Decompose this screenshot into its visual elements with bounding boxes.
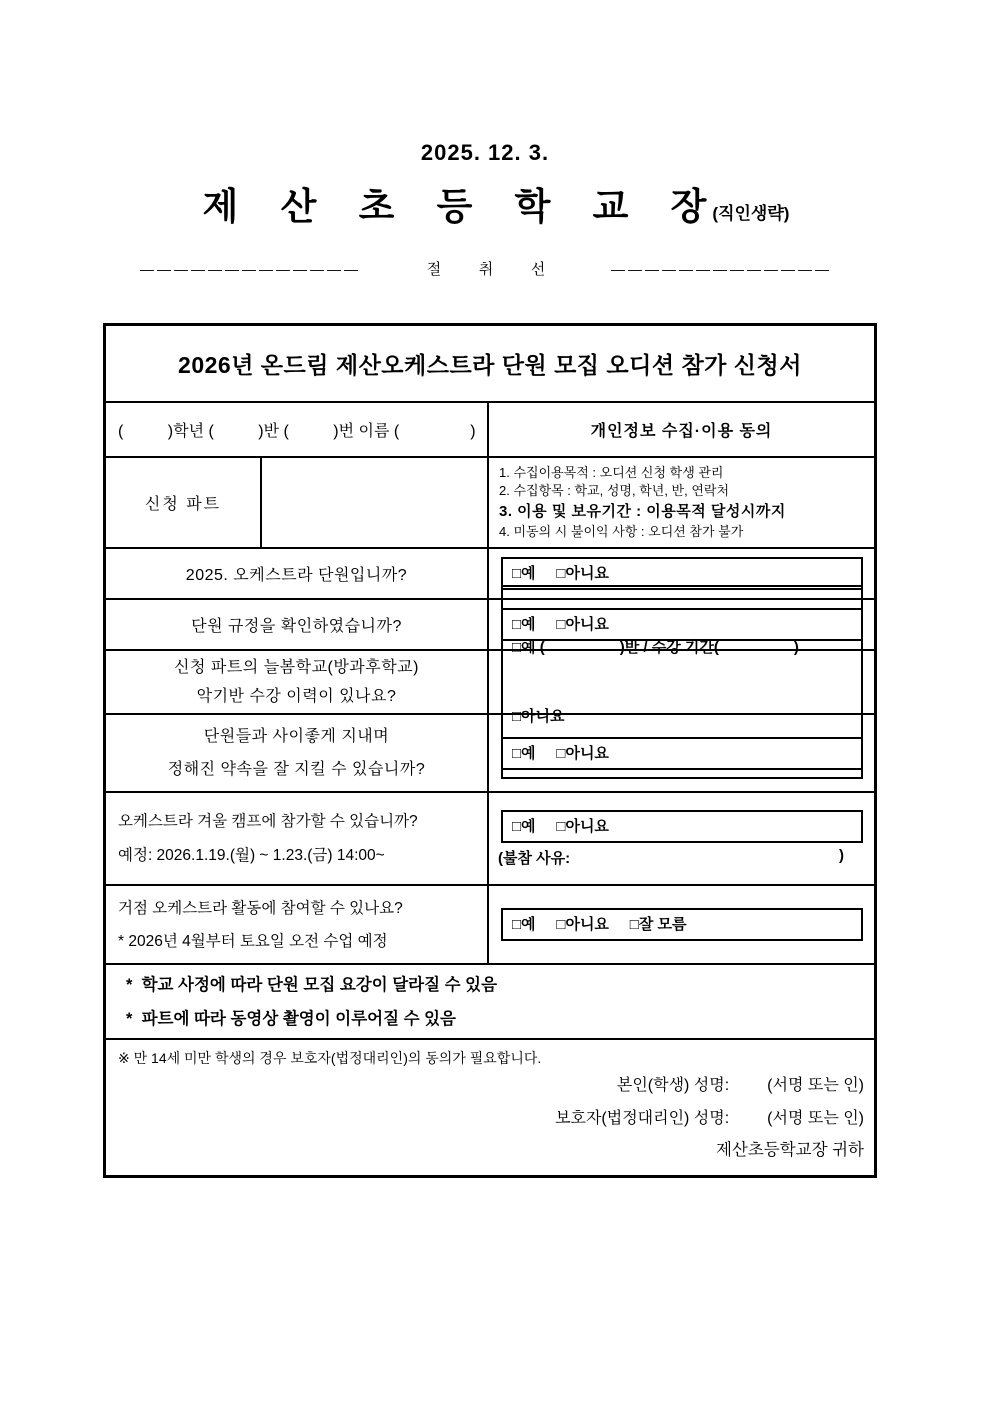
answer-behavior-cell (489, 715, 874, 791)
answer-camp-cell (489, 793, 874, 884)
privacy-item-purpose: 1. 수집이용목적 : 오디션 신청 학생 관리 (499, 465, 724, 480)
recipient-line: 제산초등학교장 귀하 (715, 1141, 864, 1159)
document-date: 2025. 12. 3. (420, 140, 550, 165)
form-title-row (106, 326, 874, 403)
note-video-recording: * 파트에 따라 동영상 촬영이 이루어질 수 있음 (126, 1009, 456, 1028)
answer-afterschool-cell (489, 639, 874, 725)
guardian-consent-note: ※ 만 14세 미만 학생의 경우 보호자(법정대리인)의 동의가 필요합니다. (118, 1050, 542, 1066)
question-afterschool-line1: 신청 파트의 늘봄학교(방과후학교) (174, 659, 419, 676)
student-info-blanks[interactable]: ( )학년 ( )반 ( )번 이름 ( ) (106, 403, 489, 456)
answer-afterschool-yes-line[interactable]: □예 ( )반 / 수강 기간( ) (512, 639, 799, 656)
privacy-item-retention: 3. 이용 및 보유기간 : 이용목적 달성시까지 (499, 503, 786, 520)
answer-hub-checkbox-group[interactable]: □예 □아니요 □잘 모름 (501, 908, 863, 941)
question-row-camp (106, 793, 874, 886)
privacy-item-disadvantage: 4. 미동의 시 불이익 사항 : 오디션 참가 불가 (499, 524, 744, 539)
question-behavior-line1: 단원들과 사이좋게 지내며 (203, 728, 390, 745)
question-rules-text: 단원 규정을 확인하였습니까? (191, 618, 402, 635)
answer-camp-checkbox-group[interactable]: □예 □아니요 (501, 810, 863, 843)
question-hub-line1: 거점 오케스트라 활동에 참여할 수 있나요? (118, 899, 403, 917)
question-camp-line2: 예정: 2026.1.19.(월) ~ 1.23.(금) 14:00~ (118, 846, 385, 864)
question-camp-line1: 오케스트라 겨울 캠프에 참가할 수 있습니까? (118, 812, 418, 830)
part-request-row (106, 458, 874, 549)
question-afterschool-line2: 악기반 수강 이력이 있나요? (196, 688, 397, 705)
student-signature-label: 본인(학생) 성명: (616, 1077, 730, 1094)
part-request-input-cell[interactable] (262, 458, 487, 547)
consent-signature-row (106, 1040, 874, 1175)
principal-title: 제 산 초 등 학 교 장 (202, 186, 712, 227)
form-title: 2026년 온드림 제산오케스트라 단원 모집 오디션 참가 신청서 (178, 352, 802, 378)
question-member-text: 2025. 오케스트라 단원입니까? (185, 567, 408, 584)
answer-rules-checkbox-group[interactable]: □예 □아니요 (501, 608, 863, 641)
question-camp-cell (106, 793, 489, 884)
question-row-afterschool (106, 639, 874, 725)
guardian-signature-line[interactable] (118, 1102, 864, 1135)
cut-line-dashes-left: ————————————— (140, 260, 361, 277)
answer-afterschool-no-line[interactable]: □아니요 (512, 708, 565, 725)
question-row-hub (106, 886, 874, 965)
cut-line (140, 258, 832, 279)
cut-line-dashes-right: ————————————— (611, 260, 832, 277)
absence-reason-label: (불참 사유: (498, 849, 571, 867)
absence-reason-line[interactable] (498, 847, 844, 868)
cut-line-label: 절 취 선 (426, 261, 546, 278)
student-info-row (106, 403, 874, 458)
part-request-cells (106, 458, 489, 547)
question-behavior-cell (106, 715, 489, 791)
privacy-items-cell (489, 458, 874, 547)
answer-behavior-checkbox-group[interactable]: □예 □아니요 (501, 737, 863, 770)
answer-hub-cell (489, 886, 874, 963)
privacy-item-collected: 2. 수집항목 : 학교, 성명, 학년, 반, 연락처 (499, 483, 729, 498)
seal-omitted-note: (직인생략) (712, 204, 790, 223)
guardian-signature-label: 보호자(법정대리인) 성명: (555, 1110, 730, 1127)
question-hub-cell (106, 886, 489, 963)
question-rules-cell (106, 600, 489, 649)
application-form-table (103, 323, 877, 1178)
guardian-signature-suffix: (서명 또는 인) (767, 1110, 864, 1127)
question-afterschool-cell (106, 651, 489, 713)
absence-reason-close-paren: ) (839, 846, 844, 864)
student-signature-suffix: (서명 또는 인) (767, 1077, 864, 1094)
answer-member-checkbox-group[interactable]: □예 □아니요 (501, 557, 863, 590)
question-behavior-line2: 정해진 약속을 잘 지킬 수 있습니까? (167, 761, 426, 778)
question-hub-line2: * 2026년 4월부터 토요일 오전 수업 예정 (118, 932, 388, 950)
part-request-label: 신청 파트 (106, 458, 262, 547)
notes-row (106, 965, 874, 1040)
question-member-cell (106, 549, 489, 598)
principal-signature-line (0, 176, 992, 230)
note-recruitment-change: * 학교 사정에 따라 단원 모집 요강이 달라질 수 있음 (126, 975, 498, 994)
question-row-behavior (106, 715, 874, 793)
student-signature-line[interactable] (118, 1069, 864, 1102)
privacy-consent-header: 개인정보 수집·이용 동의 (590, 423, 773, 440)
